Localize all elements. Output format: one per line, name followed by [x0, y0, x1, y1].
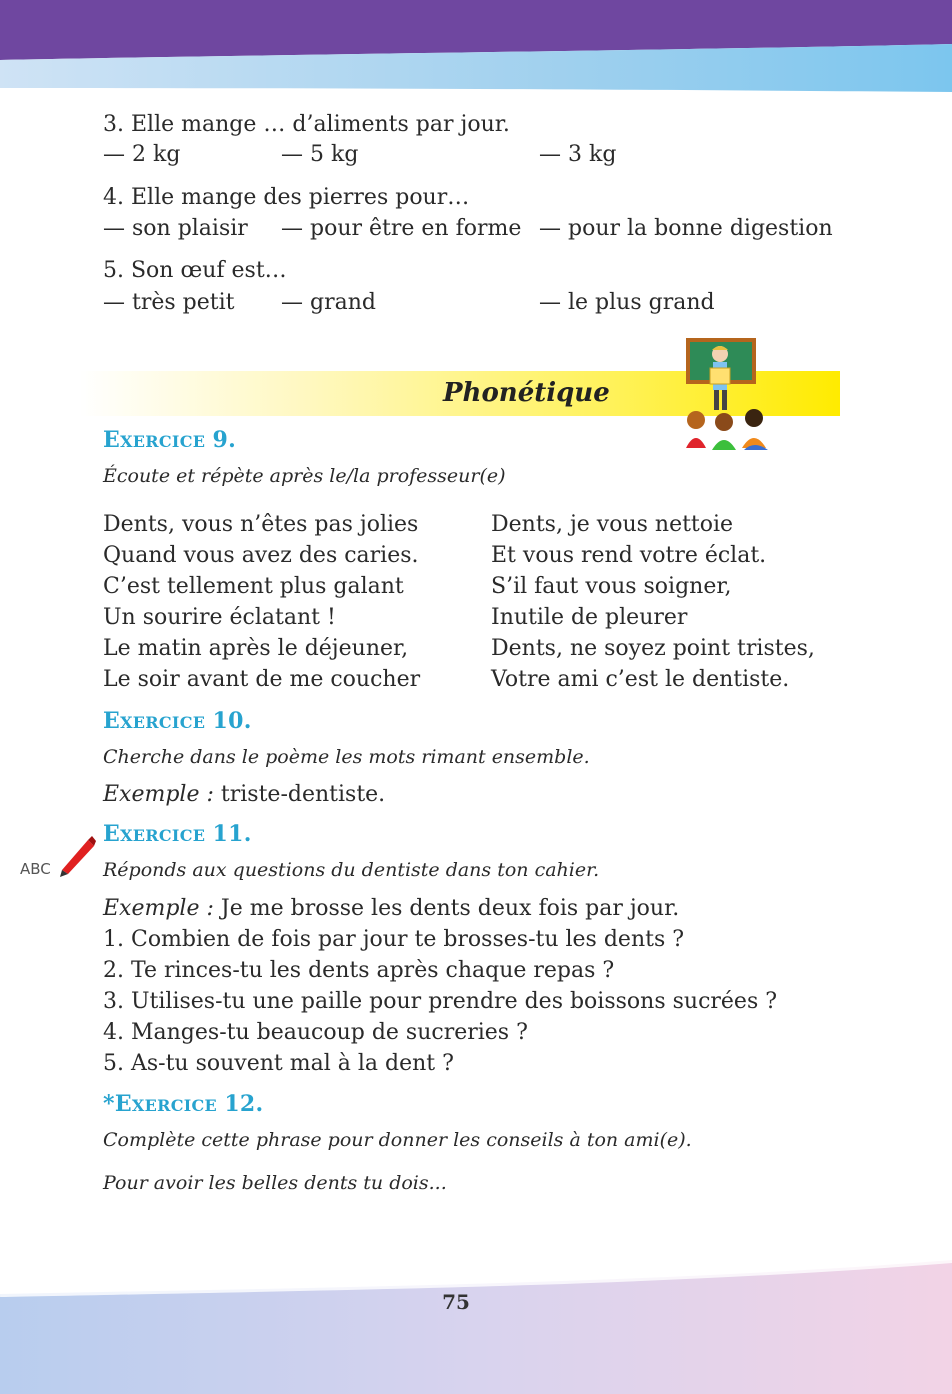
poem-line: Inutile de pleurer: [491, 605, 688, 630]
quiz-option: — le plus grand: [539, 290, 715, 315]
exercise-title-initial: E: [103, 708, 121, 734]
example-label: Exemple :: [103, 782, 214, 807]
exercise-10-instruction: Cherche dans le poème les mots rimant ensemble.: [103, 746, 590, 768]
poem-line: Un sourire éclatant !: [103, 605, 336, 630]
quiz-question-5: 5. Son œuf est…: [103, 258, 287, 283]
quiz-option: — 2 kg: [103, 142, 181, 167]
exercise-12-title: [103, 1091, 264, 1119]
example-text: Je me brosse les dents deux fois par jour.: [213, 896, 680, 921]
quiz-question-4: 4. Elle mange des pierres pour…: [103, 185, 470, 210]
exercise-9-instruction: Écoute et répète après le/la professeur(e): [103, 465, 506, 487]
poem-line: C’est tellement plus galant: [103, 574, 404, 599]
page-number: 75: [442, 1290, 470, 1314]
dentist-question: 4. Manges-tu beaucoup de sucreries ?: [103, 1020, 528, 1045]
poem-line: Quand vous avez des caries.: [103, 543, 419, 568]
exercise-title-word: XERCICE: [131, 1096, 218, 1115]
poem-line: Dents, ne soyez point tristes,: [491, 636, 815, 661]
poem-line: Et vous rend votre éclat.: [491, 543, 767, 568]
dentist-question: 3. Utilises-tu une paille pour prendre des boissons sucrées ?: [103, 989, 778, 1014]
dentist-question: 2. Te rinces-tu les dents après chaque repas ?: [103, 958, 615, 983]
exercise-9-title: [103, 427, 236, 455]
exercise-title-initial: E: [103, 821, 121, 847]
exercise-11-instruction: Réponds aux questions du dentiste dans ton cahier.: [103, 859, 600, 881]
abc-label: ABC: [20, 860, 51, 878]
poem-line: Le matin après le déjeuner,: [103, 636, 409, 661]
poem-line: Dents, je vous nettoie: [491, 512, 734, 537]
exercise-number: 12.: [224, 1091, 264, 1117]
footer-band: [0, 1254, 952, 1394]
exercise-title-word: XERCICE: [120, 713, 206, 732]
exercise-number: 9.: [212, 427, 237, 453]
quiz-option: — 5 kg: [281, 142, 359, 167]
exercise-title-initial: E: [114, 1091, 132, 1117]
teacher-children-illustration: [684, 336, 774, 454]
exercise-10-example: [103, 781, 385, 809]
exercise-12-instruction: Complète cette phrase pour donner les conseils à ton ami(e).: [103, 1129, 692, 1151]
exercise-11-example: [103, 895, 679, 923]
section-title: Phonétique: [443, 378, 610, 408]
poem-line: Le soir avant de me coucher: [103, 667, 421, 692]
exercise-12-prompt: Pour avoir les belles dents tu dois...: [103, 1172, 447, 1194]
quiz-option: — son plaisir: [103, 216, 248, 241]
example-label: Exemple :: [103, 896, 214, 921]
quiz-option: — pour être en forme: [281, 216, 522, 241]
poem-line: Dents, vous n’êtes pas jolies: [103, 512, 419, 537]
dentist-question: 5. As-tu souvent mal à la dent ?: [103, 1051, 454, 1076]
quiz-option: — grand: [281, 290, 376, 315]
exercise-title-initial: E: [103, 427, 121, 453]
exercise-11-title: [103, 821, 252, 849]
poem-line: S’il faut vous soigner,: [491, 574, 732, 599]
dentist-question: 1. Combien de fois par jour te brosses-tu les dents ?: [103, 927, 685, 952]
quiz-option: — 3 kg: [539, 142, 617, 167]
quiz-option: — pour la bonne digestion: [539, 216, 833, 241]
exercise-number: 10.: [212, 708, 252, 734]
quiz-question-3: 3. Elle mange … d’aliments par jour.: [103, 112, 510, 137]
exercise-title-word: XERCICE: [120, 826, 206, 845]
example-text: triste-dentiste.: [213, 782, 386, 807]
poem-line: Votre ami c’est le dentiste.: [491, 667, 790, 692]
exercise-number: 11.: [212, 821, 252, 847]
exercise-title-word: XERCICE: [120, 432, 206, 451]
exercise-star: *: [103, 1091, 115, 1117]
pencil-icon: [18, 832, 96, 880]
header-band: [0, 0, 952, 110]
quiz-option: — très petit: [103, 290, 235, 315]
exercise-10-title: [103, 708, 252, 736]
